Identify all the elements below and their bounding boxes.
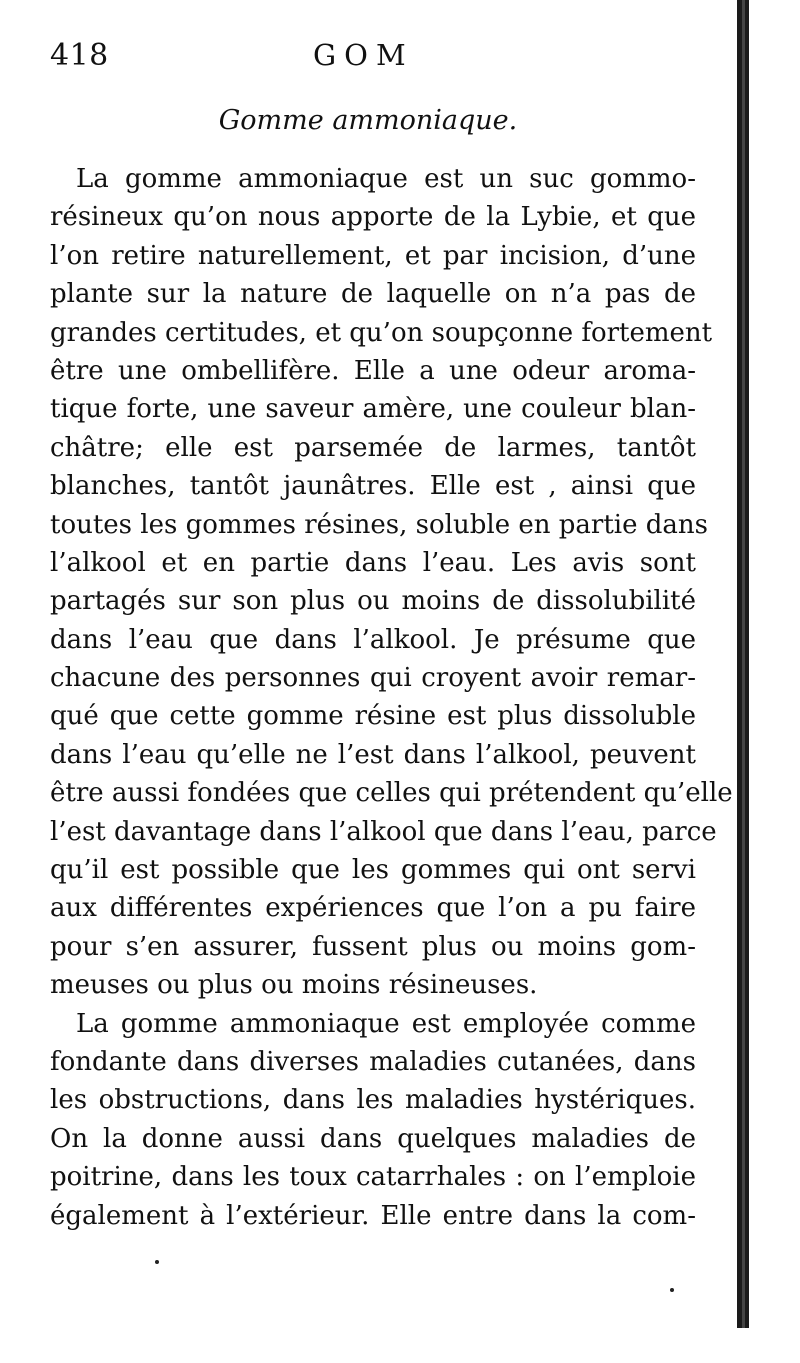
- text-line: fondante dans diverses maladies cutanées, dans: [50, 1046, 696, 1077]
- binding-gutter-shadow: [742, 0, 745, 1328]
- page-number: 418: [50, 38, 109, 73]
- text-line: poitrine, dans les toux catarrhales : on l’emploie: [50, 1162, 696, 1193]
- text-line: qué que cette gomme résine est plus dissoluble: [50, 701, 696, 732]
- text-line: les obstructions, dans les maladies hystériques.: [50, 1085, 696, 1116]
- text-line: l’alkool et en partie dans l’eau. Les avis sont: [50, 547, 696, 578]
- text-line: aux différentes expériences que l’on a pu faire: [50, 893, 696, 924]
- text-line: On la donne aussi dans quelques maladies de: [50, 1123, 696, 1154]
- text-line: La gomme ammoniaque est employée comme: [76, 1008, 696, 1039]
- text-line: partagés sur son plus ou moins de dissolubilité: [50, 586, 696, 617]
- text-line: également à l’extérieur. Elle entre dans la com-: [50, 1200, 696, 1231]
- text-line: tique forte, une saveur amère, une couleur blan-: [50, 394, 696, 425]
- text-line: être aussi fondées que celles qui prétendent qu’elle: [50, 778, 733, 809]
- text-line: dans l’eau que dans l’alkool. Je présume que: [50, 624, 696, 655]
- ink-speck: [155, 1260, 159, 1264]
- body-text: [50, 160, 733, 1235]
- text-line: La gomme ammoniaque est un suc gommo-: [76, 164, 696, 194]
- text-line: résineux qu’on nous apporte de la Lybie, et que: [50, 202, 696, 233]
- running-title: GOM: [313, 38, 414, 72]
- text-line: grandes certitudes, et qu’on soupçonne fortement: [50, 317, 713, 348]
- section-title: Gomme ammoniaque.: [218, 105, 518, 136]
- ink-speck: [670, 1288, 674, 1292]
- text-line: l’est davantage dans l’alkool que dans l’eau, parce: [50, 816, 717, 847]
- text-line: dans l’eau qu’elle ne l’est dans l’alkool, peuvent: [50, 739, 696, 770]
- text-line: toutes les gommes résines, soluble en partie dans: [50, 509, 708, 540]
- text-line: l’on retire naturellement, et par incision, d’une: [50, 240, 696, 271]
- text-line: qu’il est possible que les gommes qui ont servi: [50, 855, 696, 886]
- text-line: pour s’en assurer, fussent plus ou moins gom-: [50, 931, 696, 962]
- text-line: meuses ou plus ou moins résineuses.: [50, 970, 538, 1001]
- text-line: plante sur la nature de laquelle on n’a pas de: [50, 279, 696, 310]
- text-line: châtre; elle est parsemée de larmes, tantôt: [50, 432, 696, 463]
- text-line: blanches, tantôt jaunâtres. Elle est , ainsi que: [50, 471, 696, 502]
- text-line: chacune des personnes qui croyent avoir remar-: [50, 663, 696, 694]
- text-line: être une ombellifère. Elle a une odeur aroma-: [50, 355, 696, 386]
